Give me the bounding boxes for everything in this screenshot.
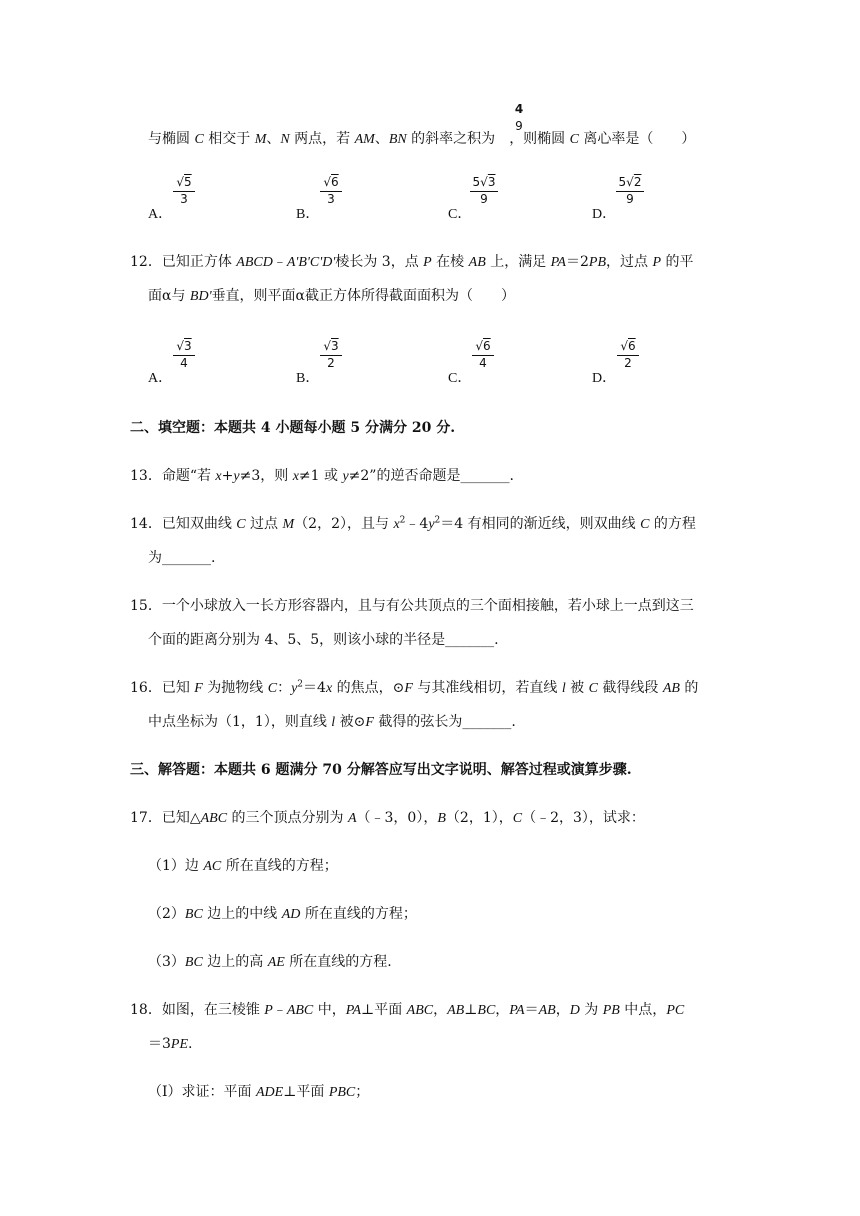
text: ﹣4 bbox=[405, 516, 429, 532]
var: PB bbox=[588, 255, 606, 270]
var: B bbox=[437, 811, 446, 826]
option-d-fraction bbox=[610, 174, 650, 206]
text: ，则椭圆 bbox=[509, 131, 570, 147]
option-c-fraction bbox=[463, 338, 503, 370]
text: 过点 bbox=[245, 516, 283, 532]
text: （2） bbox=[148, 906, 185, 922]
sqrt-symbol: √ bbox=[480, 175, 488, 189]
text: （3） bbox=[148, 954, 185, 970]
fraction-numerator bbox=[473, 175, 496, 189]
q17-part-1 bbox=[148, 856, 338, 877]
fraction-numerator: 4 bbox=[514, 102, 524, 116]
text: 中点， bbox=[619, 1002, 667, 1018]
text: 所在直线的方程. bbox=[284, 954, 392, 970]
text: ， bbox=[555, 1002, 570, 1018]
fraction-numerator bbox=[176, 339, 191, 353]
text: ＝4 bbox=[303, 680, 326, 696]
var: P bbox=[652, 255, 662, 270]
radicand: 3 bbox=[184, 339, 192, 353]
text: ＝ bbox=[524, 1002, 539, 1018]
var: x bbox=[215, 469, 222, 484]
text: 的方程 bbox=[649, 516, 696, 532]
var: AM bbox=[354, 132, 375, 147]
option-b-fraction bbox=[311, 174, 351, 206]
section-heading-fill-in: 二、填空题：本题共 4 小题每小题 5 分满分 20 分. bbox=[130, 420, 456, 436]
text: 的 bbox=[679, 680, 699, 696]
var: ABC bbox=[200, 811, 228, 826]
var: AB bbox=[447, 1003, 465, 1018]
text: 截得线段 bbox=[597, 680, 663, 696]
text: ； bbox=[355, 1084, 370, 1100]
fraction-numerator bbox=[176, 175, 191, 189]
text: 16．已知 bbox=[130, 680, 195, 696]
text: 13．命题“若 bbox=[130, 468, 216, 484]
text: ≠3，则 bbox=[239, 468, 293, 484]
text: 离心率是（ ） bbox=[578, 131, 696, 147]
fraction-numerator bbox=[475, 339, 490, 353]
var: x bbox=[325, 681, 333, 696]
text: （1）边 bbox=[148, 858, 204, 874]
text: 14．已知双曲线 bbox=[130, 516, 237, 532]
var: y bbox=[342, 469, 349, 484]
fraction-denominator: 9 bbox=[626, 192, 634, 206]
text: 17．已知△ bbox=[130, 810, 201, 826]
var: M bbox=[282, 517, 295, 532]
text: ≠1 或 bbox=[298, 468, 343, 484]
option-c-fraction bbox=[464, 174, 504, 206]
text: 、 bbox=[266, 131, 281, 147]
text: 被 bbox=[565, 680, 589, 696]
text: ＝4 有相同的渐近线，则双曲线 bbox=[440, 516, 641, 532]
text: ﹣ bbox=[272, 1002, 287, 1018]
radicand: 6 bbox=[628, 339, 636, 353]
var: A'B'C'D' bbox=[286, 255, 336, 270]
fraction-denominator: 2 bbox=[624, 356, 632, 370]
text: 与椭圆 bbox=[148, 131, 195, 147]
var: y bbox=[291, 681, 298, 696]
var: PB bbox=[602, 1003, 620, 1018]
exponent: 2 bbox=[434, 515, 441, 526]
sqrt-symbol: √ bbox=[620, 339, 628, 353]
sqrt-symbol: √ bbox=[176, 175, 184, 189]
var: N bbox=[280, 132, 290, 147]
var: PE bbox=[170, 1037, 189, 1052]
radicand: 3 bbox=[487, 175, 496, 189]
var: l bbox=[561, 681, 566, 696]
q17-part-2 bbox=[148, 904, 417, 925]
fraction-denominator: 3 bbox=[327, 192, 335, 206]
text: 上，满足 bbox=[485, 254, 551, 270]
var: C bbox=[236, 517, 246, 532]
text: （﹣2，3），试求： bbox=[522, 810, 645, 826]
var: y bbox=[428, 517, 435, 532]
sqrt-symbol: √ bbox=[323, 339, 331, 353]
var: C bbox=[569, 132, 579, 147]
fraction-numerator bbox=[323, 339, 338, 353]
var: BC bbox=[477, 1003, 496, 1018]
radicand: 3 bbox=[331, 339, 339, 353]
var: AB bbox=[468, 255, 486, 270]
text: ﹣ bbox=[272, 254, 287, 270]
var: C bbox=[588, 681, 598, 696]
text: （2，1）， bbox=[445, 810, 513, 826]
q14-line-1 bbox=[130, 514, 696, 535]
fraction-denominator: 9 bbox=[480, 192, 488, 206]
var: A bbox=[347, 811, 357, 826]
text: 所在直线的方程； bbox=[221, 858, 338, 874]
text: 中点坐标为（1，1），则直线 bbox=[148, 714, 332, 730]
option-b-label: B． bbox=[296, 207, 320, 222]
q12-line-2 bbox=[148, 286, 515, 307]
text: 18．如图，在三棱锥 bbox=[130, 1002, 265, 1018]
var: ABCD bbox=[236, 255, 273, 270]
fraction-numerator bbox=[620, 339, 635, 353]
fraction-denominator: 9 bbox=[515, 119, 523, 133]
var: M bbox=[254, 132, 267, 147]
var: C bbox=[194, 132, 204, 147]
var: PA bbox=[345, 1003, 362, 1018]
exponent: 2 bbox=[297, 679, 304, 690]
var: AB bbox=[538, 1003, 556, 1018]
sqrt-symbol: √ bbox=[323, 175, 331, 189]
text: 的焦点，⊙ bbox=[332, 680, 405, 696]
text: 被⊙ bbox=[335, 714, 366, 730]
q17-line bbox=[130, 808, 645, 829]
var: D bbox=[569, 1003, 580, 1018]
var: BC bbox=[184, 955, 203, 970]
fraction-denominator: 4 bbox=[180, 356, 188, 370]
text: ⊥ bbox=[464, 1002, 478, 1018]
q12-line-1 bbox=[130, 252, 693, 273]
text: 边上的中线 bbox=[202, 906, 282, 922]
option-d-fraction bbox=[608, 338, 648, 370]
text: 截得的弦长为_______. bbox=[373, 714, 516, 730]
radicand: 6 bbox=[483, 339, 491, 353]
text: 面α与 bbox=[148, 288, 190, 304]
option-a-label: A． bbox=[148, 371, 173, 386]
option-a-fraction bbox=[164, 338, 204, 370]
text: 两点，若 bbox=[289, 131, 355, 147]
text: 垂直，则平面α截正方体所得截面面积为（ ） bbox=[211, 288, 516, 304]
coefficient: 5 bbox=[618, 175, 627, 189]
text: ， bbox=[495, 1002, 510, 1018]
q17-part-3 bbox=[148, 952, 392, 973]
var: AB bbox=[662, 681, 680, 696]
var: P bbox=[423, 255, 432, 270]
var: y bbox=[233, 469, 240, 484]
var: C bbox=[640, 517, 650, 532]
var: AC bbox=[203, 859, 222, 874]
var: ABC bbox=[286, 1003, 314, 1018]
option-b-fraction bbox=[311, 338, 351, 370]
sqrt-symbol: √ bbox=[626, 175, 634, 189]
text: 所在直线的方程； bbox=[300, 906, 417, 922]
sqrt-symbol: √ bbox=[475, 339, 483, 353]
option-d-label: D． bbox=[592, 371, 617, 386]
text: + bbox=[221, 468, 234, 484]
var: PC bbox=[666, 1003, 685, 1018]
section-heading-solutions: 三、解答题：本题共 6 题满分 70 分解答应写出文字说明、解答过程或演算步骤. bbox=[130, 762, 632, 778]
exponent: 2 bbox=[399, 515, 406, 526]
q14-line-2: 为_______. bbox=[148, 550, 216, 566]
text: 与其准线相切，若直线 bbox=[412, 680, 562, 696]
var: PA bbox=[550, 255, 566, 270]
fraction-numerator bbox=[619, 175, 642, 189]
var: BN bbox=[388, 132, 407, 147]
var: P bbox=[264, 1003, 273, 1018]
text: 中， bbox=[313, 1002, 346, 1018]
radicand: 5 bbox=[184, 175, 192, 189]
var: BC bbox=[184, 907, 203, 922]
text: 棱长为 3，点 bbox=[335, 254, 424, 270]
text: ⊥平面 bbox=[361, 1002, 407, 1018]
text: 为 bbox=[579, 1002, 603, 1018]
option-b-label: B． bbox=[296, 371, 320, 386]
fraction-numerator bbox=[323, 175, 338, 189]
var: x bbox=[292, 469, 299, 484]
text: 的平 bbox=[661, 254, 694, 270]
text: ： bbox=[277, 680, 292, 696]
var: ABC bbox=[406, 1003, 434, 1018]
text: 为抛物线 bbox=[202, 680, 268, 696]
option-a-fraction bbox=[164, 174, 204, 206]
var: PA bbox=[509, 1003, 525, 1018]
text: （2，2），且与 bbox=[294, 516, 394, 532]
var: C bbox=[267, 681, 278, 696]
option-c-label: C． bbox=[448, 207, 472, 222]
text: 的斜率之积为 bbox=[406, 131, 496, 147]
text: ＝3 bbox=[148, 1036, 171, 1052]
var: AD bbox=[281, 907, 301, 922]
option-d-label: D． bbox=[592, 207, 617, 222]
fraction-denominator: 4 bbox=[479, 356, 487, 370]
var: C bbox=[512, 811, 523, 826]
var: PBC bbox=[328, 1085, 356, 1100]
text: ， bbox=[433, 1002, 448, 1018]
var: F bbox=[404, 681, 413, 696]
text: ，过点 bbox=[606, 254, 653, 270]
q11-question-line bbox=[148, 129, 695, 150]
q16-line-2 bbox=[148, 712, 516, 733]
q18-part-1 bbox=[148, 1082, 369, 1103]
q15-line-2: 个面的距离分别为 4、5、5，则该小球的半径是_______. bbox=[148, 632, 499, 648]
text: 12．已知正方体 bbox=[130, 254, 237, 270]
text: 相交于 bbox=[203, 131, 255, 147]
q18-line-1 bbox=[130, 1000, 684, 1021]
option-c-label: C． bbox=[448, 371, 472, 386]
text: . bbox=[188, 1036, 193, 1052]
fraction-denominator: 2 bbox=[327, 356, 335, 370]
text: ⊥平面 bbox=[283, 1084, 329, 1100]
text: （Ⅰ）求证：平面 bbox=[148, 1084, 256, 1100]
text: 的三个顶点分别为 bbox=[227, 810, 348, 826]
var: AE bbox=[267, 955, 285, 970]
radicand: 2 bbox=[633, 175, 642, 189]
q16-line-1 bbox=[130, 678, 698, 699]
text: ＝2 bbox=[565, 254, 589, 270]
q18-line-2 bbox=[148, 1034, 192, 1055]
var: l bbox=[331, 715, 336, 730]
option-a-label: A． bbox=[148, 207, 173, 222]
var: F bbox=[365, 715, 374, 730]
coefficient: 5 bbox=[472, 175, 481, 189]
sqrt-symbol: √ bbox=[176, 339, 184, 353]
var: x bbox=[393, 517, 400, 532]
text: （﹣3，0）， bbox=[356, 810, 438, 826]
fraction-denominator: 3 bbox=[180, 192, 188, 206]
text: 、 bbox=[374, 131, 389, 147]
q13-line bbox=[130, 466, 514, 487]
var: ADE bbox=[255, 1085, 284, 1100]
radicand: 6 bbox=[331, 175, 339, 189]
text: 在棱 bbox=[431, 254, 469, 270]
text: 边上的高 bbox=[202, 954, 268, 970]
var: F bbox=[194, 681, 203, 696]
var: BD' bbox=[189, 289, 212, 304]
q15-line-1: 15．一个小球放入一长方形容器内，且与有公共顶点的三个面相接触，若小球上一点到这三 bbox=[130, 598, 694, 614]
text: ≠2”的逆否命题是_______. bbox=[348, 468, 514, 484]
